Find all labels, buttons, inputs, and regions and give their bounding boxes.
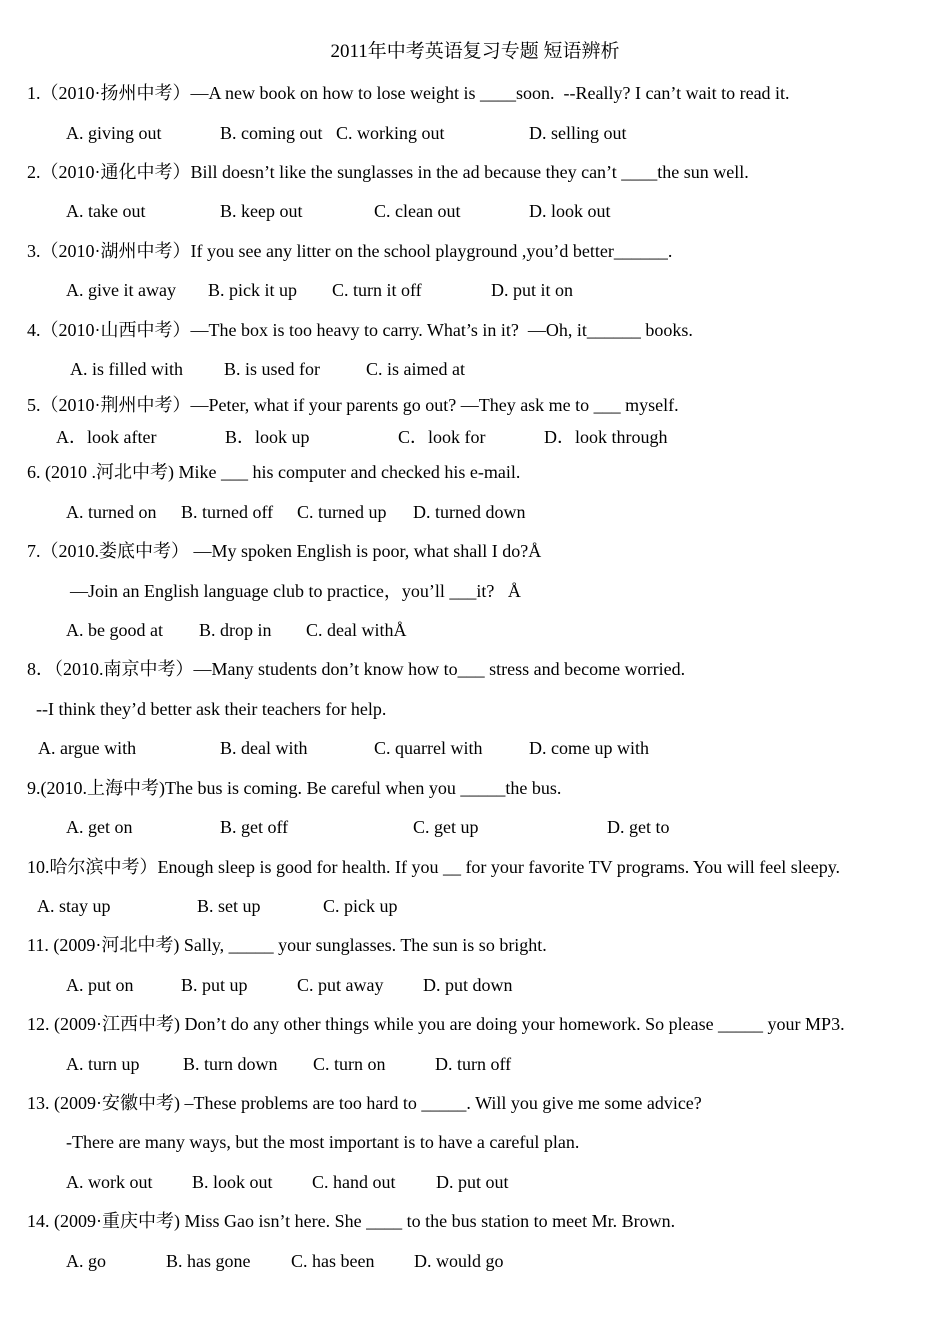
question-13-stem-line-2: -There are many ways, but the most important is to have a careful plan. — [66, 1132, 580, 1152]
question-8-option-d: D. come up with — [529, 738, 649, 758]
question-13-stem: 13. (2009·安徽中考) –These problems are too hard to _____. Will you give me some advice? — [27, 1093, 702, 1113]
question-5-stem: 5.（2010·荆州中考）—Peter, what if your parents go out? —They ask me to ___ myself. — [27, 395, 679, 415]
question-13-option-b: B. look out — [192, 1172, 273, 1192]
question-10-option-b: B. set up — [197, 896, 261, 916]
question-12-option-c: C. turn on — [313, 1054, 386, 1074]
question-1-option-b: B. coming out — [220, 123, 323, 143]
question-7-option-b: B. drop in — [199, 620, 272, 640]
question-5-option-d: D．look through — [544, 427, 668, 447]
question-1-stem: 1.（2010·扬州中考）—A new book on how to lose weight is ____soon. --Really? I can’t wait to read it. — [27, 83, 790, 103]
question-12-option-b: B. turn down — [183, 1054, 278, 1074]
question-3-option-c: C. turn it off — [332, 280, 422, 300]
question-3-stem: 3.（2010·湖州中考）If you see any litter on the school playground ,you’d better______. — [27, 241, 673, 261]
question-2-option-b: B. keep out — [220, 201, 303, 221]
question-8-option-a: A. argue with — [38, 738, 137, 758]
question-2-option-d: D. look out — [529, 201, 611, 221]
question-4-option-b: B. is used for — [224, 359, 320, 379]
question-5-option-b: B．look up — [225, 427, 310, 447]
question-4-option-a: A. is filled with — [70, 359, 183, 379]
question-13-option-c: C. hand out — [312, 1172, 396, 1192]
question-5-option-c: C．look for — [398, 427, 486, 447]
question-11-stem: 11. (2009·河北中考) Sally, _____ your sunglasses. The sun is so bright. — [27, 935, 547, 955]
question-9-option-d: D. get to — [607, 817, 670, 837]
question-6-stem: 6. (2010 .河北中考) Mike ___ his computer and checked his e-mail. — [27, 462, 521, 482]
question-12-stem: 12. (2009·江西中考) Don’t do any other things while you are doing your homework. So please _____ your MP3. — [27, 1014, 845, 1034]
question-14-option-c: C. has been — [291, 1251, 375, 1271]
question-3-option-b: B. pick it up — [208, 280, 297, 300]
question-8-stem-line-2: --I think they’d better ask their teachers for help. — [36, 699, 387, 719]
question-12-option-d: D. turn off — [435, 1054, 512, 1074]
question-14-option-d: D. would go — [414, 1251, 504, 1271]
question-10-option-c: C. pick up — [323, 896, 398, 916]
question-14-option-b: B. has gone — [166, 1251, 251, 1271]
page-title: 2011年中考英语复习专题 短语辨析 — [330, 41, 620, 62]
question-14-option-a: A. go — [66, 1251, 106, 1271]
question-1-option-c: C. working out — [336, 123, 445, 143]
question-3-option-a: A. give it away — [66, 280, 176, 300]
question-8-option-b: B. deal with — [220, 738, 308, 758]
question-9-stem: 9.(2010.上海中考)The bus is coming. Be careful when you _____the bus. — [27, 778, 562, 798]
question-8-stem: 8．（2010.南京中考）—Many students don’t know how to___ stress and become worried. — [27, 659, 686, 679]
question-2-stem: 2.（2010·通化中考）Bill doesn’t like the sunglasses in the ad because they can’t ____the sun well. — [27, 162, 749, 182]
question-11-option-b: B. put up — [181, 975, 248, 995]
question-6-option-d: D. turned down — [413, 502, 526, 522]
question-10-option-a: A. stay up — [37, 896, 111, 916]
question-1-option-a: A. giving out — [66, 123, 162, 143]
question-2-option-a: A. take out — [66, 201, 146, 221]
question-13-option-a: A. work out — [66, 1172, 153, 1192]
question-4-stem: 4.（2010·山西中考）—The box is too heavy to carry. What’s in it? —Oh, it______ books. — [27, 320, 693, 340]
question-4-option-c: C. is aimed at — [366, 359, 465, 379]
question-12-option-a: A. turn up — [66, 1054, 140, 1074]
question-9-option-c: C. get up — [413, 817, 479, 837]
question-7-stem-line-2: —Join an English language club to practice，you’ll ___it? Å — [70, 581, 521, 601]
question-11-option-c: C. put away — [297, 975, 384, 995]
question-9-option-a: A. get on — [66, 817, 133, 837]
question-10-stem: 10.哈尔滨中考）Enough sleep is good for health. If you __ for your favorite TV programs. You will feel sleepy. — [27, 857, 841, 877]
question-6-option-b: B. turned off — [181, 502, 274, 522]
question-14-stem: 14. (2009·重庆中考) Miss Gao isn’t here. She ____ to the bus station to meet Mr. Brown. — [27, 1211, 676, 1231]
question-3-option-d: D. put it on — [491, 280, 574, 300]
question-2-option-c: C. clean out — [374, 201, 461, 221]
question-9-option-b: B. get off — [220, 817, 289, 837]
question-7-option-a: A. be good at — [66, 620, 163, 640]
question-11-option-d: D. put down — [423, 975, 513, 995]
question-1-option-d: D. selling out — [529, 123, 627, 143]
question-7-option-c: C. deal withÅ — [306, 620, 407, 640]
question-13-option-d: D. put out — [436, 1172, 509, 1192]
question-8-option-c: C. quarrel with — [374, 738, 483, 758]
question-7-stem: 7.（2010.娄底中考） —My spoken English is poor, what shall I do?Å — [27, 541, 542, 561]
question-6-option-a: A. turned on — [66, 502, 157, 522]
question-5-option-a: A．look after — [56, 427, 157, 447]
question-6-option-c: C. turned up — [297, 502, 387, 522]
question-11-option-a: A. put on — [66, 975, 134, 995]
